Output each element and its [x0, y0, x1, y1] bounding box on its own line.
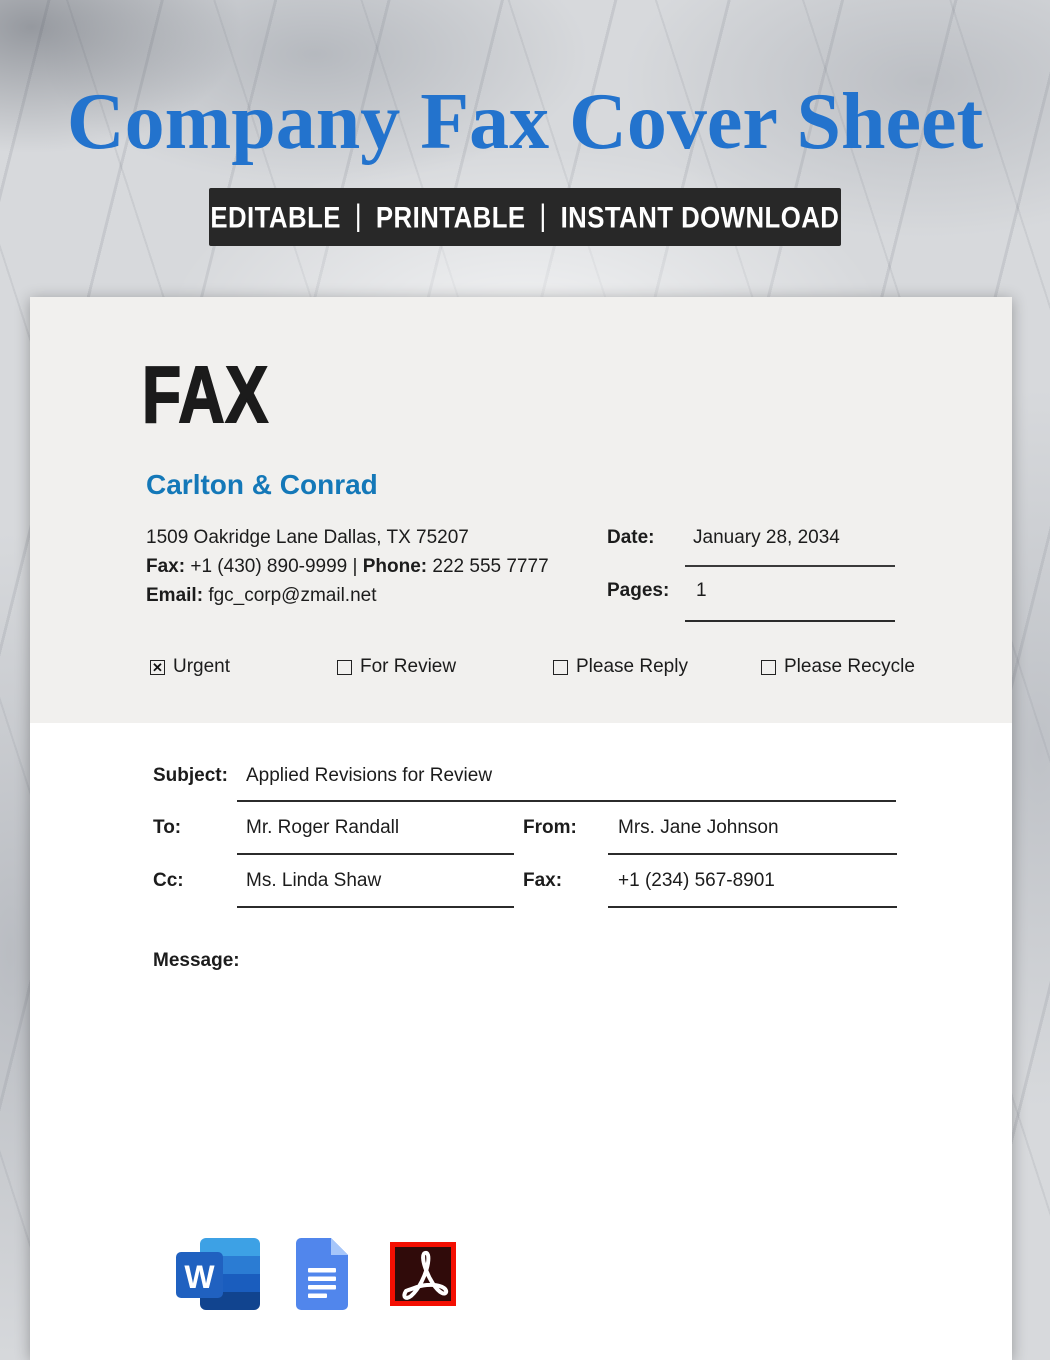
to-underline — [237, 853, 514, 855]
checkbox-for-review[interactable] — [337, 657, 456, 677]
company-fax-phone-line — [146, 552, 549, 581]
recipient-fax-label: Fax: — [523, 870, 563, 891]
checkbox-urgent[interactable] — [150, 657, 230, 677]
to-value[interactable]: Mr. Roger Randall — [246, 817, 400, 838]
date-underline — [685, 565, 895, 567]
subject-value[interactable]: Applied Revisions for Review — [246, 765, 493, 786]
from-underline — [608, 853, 897, 855]
cc-underline — [237, 906, 514, 908]
google-docs-icon[interactable] — [296, 1238, 348, 1310]
recipient-fax-value[interactable]: +1 (234) 567-8901 — [618, 870, 775, 891]
badge-separator: | — [539, 198, 547, 233]
company-address: 1509 Oakridge Lane Dallas, TX 75207 — [146, 527, 469, 548]
to-label: To: — [153, 817, 182, 838]
checkbox-please-reply[interactable] — [553, 657, 688, 677]
email-address: fgc_corp@zmail.net — [208, 585, 377, 606]
subject-label: Subject: — [153, 765, 228, 786]
date-label: Date: — [607, 527, 655, 548]
cc-value[interactable]: Ms. Linda Shaw — [246, 870, 382, 891]
phone-label: Phone: — [362, 556, 428, 577]
for-review-label: For Review — [360, 656, 457, 677]
pages-value[interactable]: 1 — [696, 580, 707, 601]
phone-number: 222 555 7777 — [432, 556, 549, 577]
badge-instant-download: INSTANT DOWNLOAD — [560, 200, 840, 233]
company-contact-block — [146, 523, 549, 610]
from-label: From: — [523, 817, 577, 838]
please-recycle-label: Please Recycle — [784, 656, 915, 677]
pages-underline — [685, 620, 895, 622]
urgent-label: Urgent — [173, 656, 231, 677]
please-reply-label: Please Reply — [576, 656, 688, 677]
cc-label: Cc: — [153, 870, 184, 891]
from-value[interactable]: Mrs. Jane Johnson — [618, 817, 779, 838]
email-label: Email: — [146, 585, 204, 606]
badge-printable: PRINTABLE — [376, 200, 526, 233]
page-title: Company Fax Cover Sheet — [66, 78, 984, 166]
fax-heading: FAX — [142, 350, 269, 439]
please-reply-checkbox-box[interactable] — [553, 660, 568, 675]
fax-label: Fax: — [146, 556, 186, 577]
ms-word-icon[interactable] — [176, 1238, 260, 1310]
please-recycle-checkbox-box[interactable] — [761, 660, 776, 675]
company-name: Carlton & Conrad — [146, 469, 378, 500]
date-value[interactable]: January 28, 2034 — [693, 527, 840, 548]
for-review-checkbox-box[interactable] — [337, 660, 352, 675]
separator: | — [352, 556, 358, 577]
recipient-fax-underline — [608, 906, 897, 908]
fax-number: +1 (430) 890-9999 — [190, 556, 348, 577]
subject-underline — [237, 800, 896, 802]
badge-editable: EDITABLE — [210, 200, 342, 233]
badge-separator: | — [354, 198, 363, 233]
urgent-checkbox-box[interactable] — [150, 660, 165, 675]
checkbox-please-recycle[interactable] — [761, 657, 915, 677]
adobe-pdf-icon[interactable] — [390, 1242, 456, 1306]
check-mark-icon: ✕ — [152, 659, 163, 675]
feature-badge — [209, 188, 841, 246]
company-email-line — [146, 581, 549, 610]
message-label: Message: — [153, 950, 240, 971]
message-value[interactable] — [246, 950, 896, 1200]
svg-text:W: W — [184, 1259, 215, 1295]
fax-cover-sheet-document — [30, 297, 1012, 1360]
pages-label: Pages: — [607, 580, 670, 601]
